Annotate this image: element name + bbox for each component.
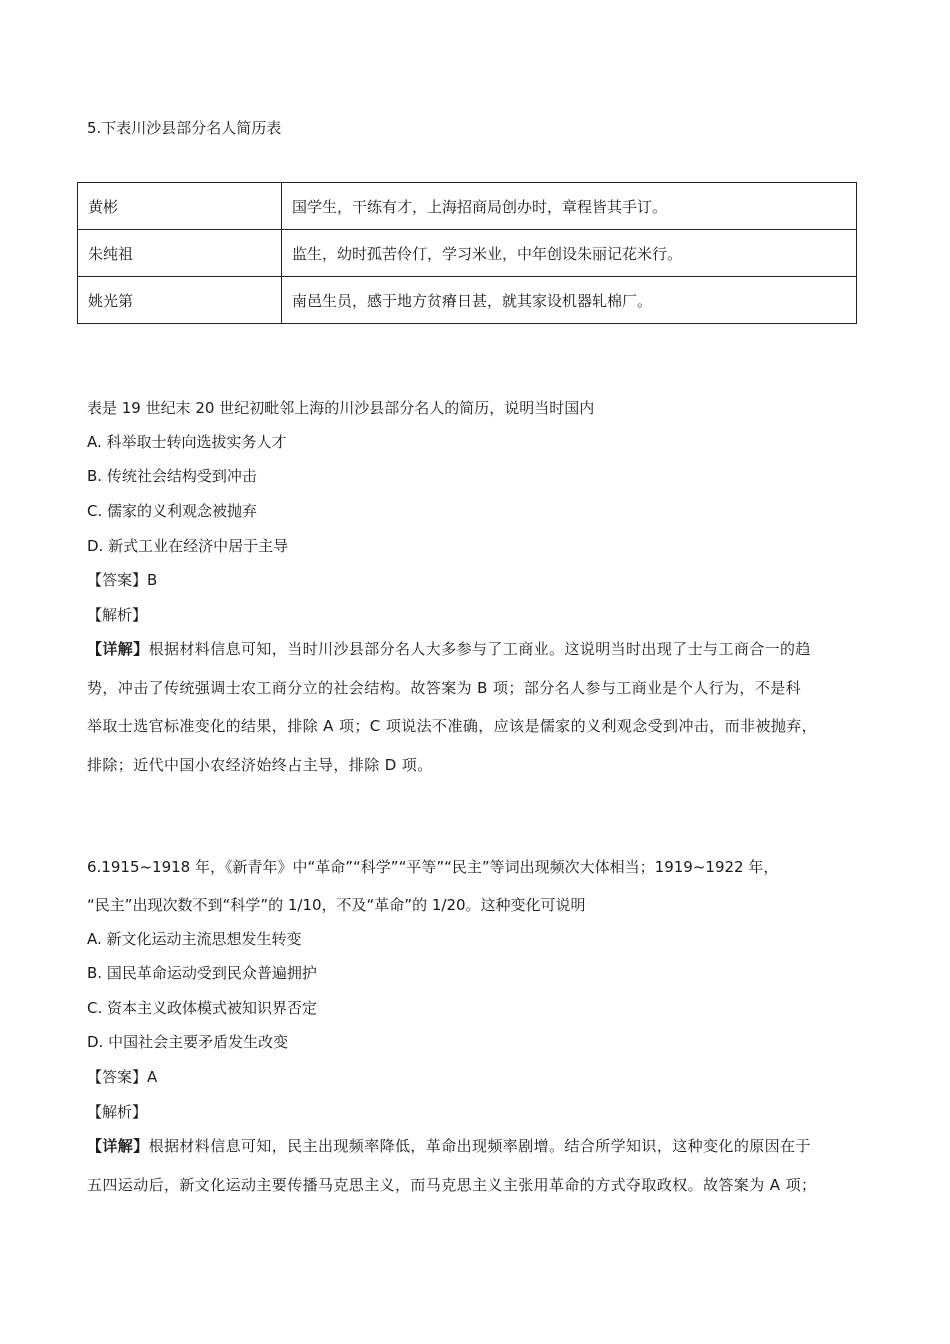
q5-detail-line: 势，冲击了传统强调士农工商分立的社会结构。故答案为 B 项；部分名人参与工商业是个人行为，不是科 xyxy=(87,679,802,697)
q5-analysis-label: 【解析】 xyxy=(87,606,148,624)
detail-text: 根据材料信息可知，民主出现频率降低，革命出现频率剧增。结合所学知识，这种变化的原因在于 xyxy=(148,1137,811,1155)
q6-analysis-label: 【解析】 xyxy=(87,1103,148,1121)
table-cell-bio: 南邑生员，感于地方贫瘠日甚，就其家设机器轧棉厂。 xyxy=(282,277,857,324)
answer-value: A xyxy=(147,1068,158,1086)
q6-detail-line: 五四运动后，新文化运动主要传播马克思主义，而马克思主义主张用革命的方式夺取政权。故答案为 A 项； xyxy=(87,1176,817,1194)
table-row xyxy=(78,183,857,230)
q6-detail-line xyxy=(87,1136,811,1156)
table-row xyxy=(78,230,857,277)
q6-stem-line: 6.1915~1918 年，《新青年》中“革命”“科学”“平等”“民主”等词出现频次大体相当；1919~1922 年， xyxy=(87,858,779,876)
q5-detail-line xyxy=(87,639,811,659)
q6-answer xyxy=(87,1067,157,1087)
answer-value: B xyxy=(147,571,158,589)
q6-option-a: A. 新文化运动主流思想发生转变 xyxy=(87,930,302,948)
q5-option-b: B. 传统社会结构受到冲击 xyxy=(87,467,257,485)
bio-table xyxy=(77,182,857,324)
detail-label: 【详解】 xyxy=(87,640,149,658)
q5-option-c: C. 儒家的义利观念被抛弃 xyxy=(87,502,258,520)
q6-option-b: B. 国民革命运动受到民众普遍拥护 xyxy=(87,964,317,982)
answer-label: 【答案】 xyxy=(87,571,148,589)
q6-option-c: C. 资本主义政体模式被知识界否定 xyxy=(87,999,318,1017)
detail-label: 【详解】 xyxy=(87,1137,149,1155)
q5-detail-line: 举取士选官标准变化的结果，排除 A 项；C 项说法不准确，应该是儒家的义利观念受到冲击，而非被抛弃， xyxy=(87,717,818,735)
q5-answer xyxy=(87,570,157,590)
q5-detail-line: 排除；近代中国小农经济始终占主导，排除 D 项。 xyxy=(87,756,433,774)
answer-label: 【答案】 xyxy=(87,1068,148,1086)
table-cell-name: 姚光第 xyxy=(78,277,282,324)
q5-title: 5.下表川沙县部分名人简历表 xyxy=(87,119,282,137)
table-cell-name: 朱纯祖 xyxy=(78,230,282,277)
table-row xyxy=(78,277,857,324)
q5-option-a: A. 科举取士转向选拔实务人才 xyxy=(87,433,287,451)
table-cell-bio: 监生，幼时孤苦伶仃，学习米业，中年创设朱丽记花米行。 xyxy=(282,230,857,277)
detail-text: 根据材料信息可知，当时川沙县部分名人大多参与了工商业。这说明当时出现了士与工商合一的趋 xyxy=(148,640,811,658)
table-cell-name: 黄彬 xyxy=(78,183,282,230)
q6-option-d: D. 中国社会主要矛盾发生改变 xyxy=(87,1033,289,1051)
table-cell-bio: 国学生，干练有才，上海招商局创办时，章程皆其手订。 xyxy=(282,183,857,230)
q6-stem-line: “民主”出现次数不到“科学”的 1/10，不及“革命”的 1/20。这种变化可说明 xyxy=(87,896,586,914)
q5-stem: 表是 19 世纪末 20 世纪初毗邻上海的川沙县部分名人的简历，说明当时国内 xyxy=(87,399,595,417)
q5-option-d: D. 新式工业在经济中居于主导 xyxy=(87,537,289,555)
